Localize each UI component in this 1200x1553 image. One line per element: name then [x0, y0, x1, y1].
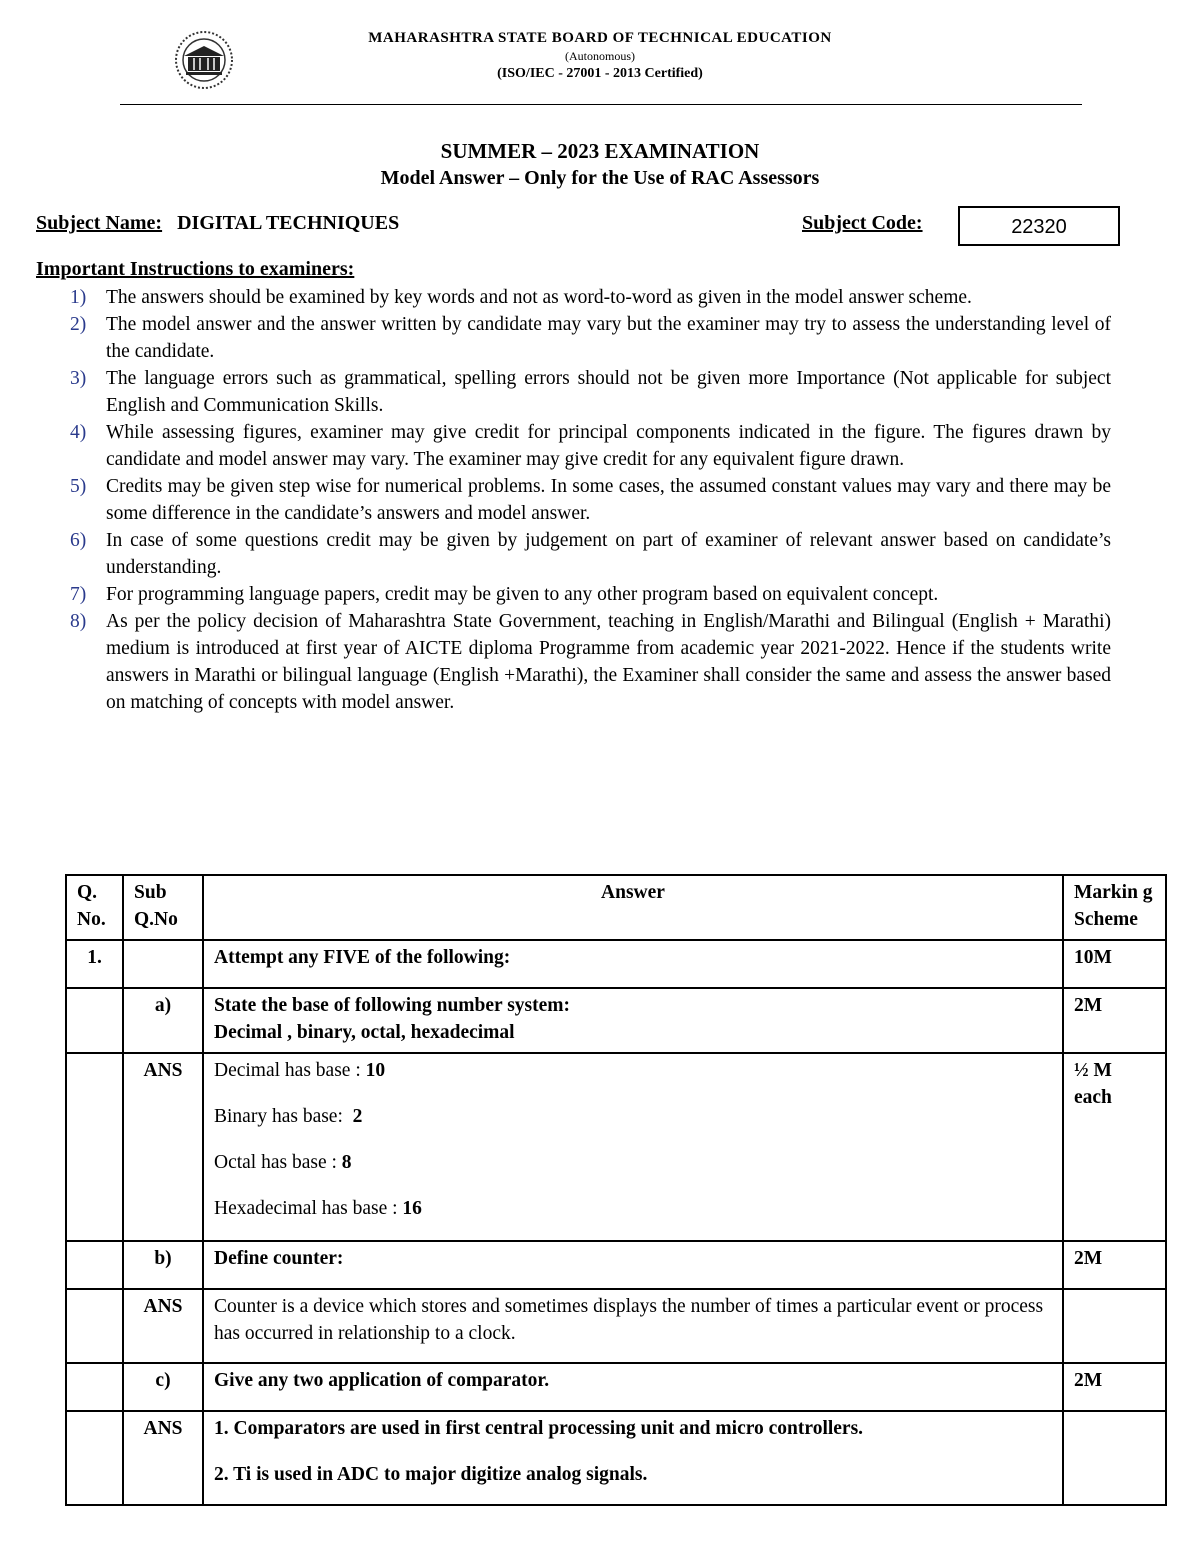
answer-text: Counter is a device which stores and sometimes displays the number of times a particular event or process has occurred in relationship to a clock. — [203, 1289, 1063, 1363]
model-answer-table — [65, 874, 1167, 1506]
subject-name-value: DIGITAL TECHNIQUES — [177, 212, 400, 234]
subject-code-label: Subject Code: — [802, 212, 923, 234]
table-row — [66, 1053, 1166, 1241]
instruction-item: 3) The language errors such as grammatical, spelling errors should not be given more Importance (Not applicable for subject English and Communication Skills. — [70, 368, 1111, 416]
instructions-list — [66, 284, 1111, 716]
marks: 2M — [1063, 1363, 1166, 1411]
header-divider — [120, 104, 1082, 105]
marks: 2M — [1063, 988, 1166, 1053]
sub-question-number: c) — [123, 1363, 203, 1411]
question-number: 1. — [66, 940, 123, 988]
instruction-item: 8) As per the policy decision of Maharashtra State Government, teaching in English/Marathi and Bilingual (English + Marathi) medium is introduced at first year of AICTE diploma Programme from academic year 2021-2022. Hence if the students write answers in Marathi or bilingual language (English +Marathi), the Examiner shall consider the same and assess the answer based on matching of concepts with model answer. — [70, 611, 1111, 713]
answer-text: Decimal has base : 10 Binary has base: 2 Octal has base : 8 Hexadecimal has base : 16 — [203, 1053, 1063, 1241]
certification-label: (ISO/IEC - 27001 - 2013 Certified) — [497, 66, 703, 81]
exam-subtitle: Model Answer – Only for the Use of RAC Assessors — [380, 167, 820, 189]
instruction-item: 6) In case of some questions credit may be given by judgement on part of examiner of relevant answer based on candidate’s understanding. — [70, 530, 1111, 578]
table-header-row — [66, 875, 1166, 940]
header-qno: Q. No. — [66, 875, 123, 940]
answer-text: 1. Comparators are used in first central processing unit and micro controllers. 2. Ti is used in ADC to major digitize analog signals. — [203, 1411, 1063, 1505]
header-marking: Markin g Scheme — [1063, 875, 1166, 940]
autonomous-label: (Autonomous) — [565, 49, 635, 63]
sub-question-number: b) — [123, 1241, 203, 1289]
answer-label: ANS — [123, 1053, 203, 1241]
table-row — [66, 1289, 1166, 1363]
exam-title-block — [0, 138, 1200, 192]
sub-question-text: Give any two application of comparator. — [203, 1363, 1063, 1411]
instruction-item: 5) Credits may be given step wise for numerical problems. In some cases, the assumed constant values may vary and there may be some difference in the candidate’s answers and model answer. — [70, 476, 1111, 524]
header-subq: Sub Q.No — [123, 875, 203, 940]
instruction-item: 1) The answers should be examined by key words and not as word-to-word as given in the model answer scheme. — [70, 287, 972, 308]
sub-question-number: a) — [123, 988, 203, 1053]
instruction-item: 4) While assessing figures, examiner may give credit for principal components indicated in the figure. The figures drawn by candidate and model answer may vary. The examiner may give credit for any equivalent figure drawn. — [70, 422, 1111, 470]
board-name: MAHARASHTRA STATE BOARD OF TECHNICAL EDUCATION — [368, 30, 832, 46]
instruction-item: 7) For programming language papers, credit may be given to any other program based on equivalent concept. — [70, 584, 939, 605]
answer-label: ANS — [123, 1411, 203, 1505]
question-text: Attempt any FIVE of the following: — [203, 940, 1063, 988]
subject-code-box: 22320 — [958, 206, 1120, 246]
table-row — [66, 988, 1166, 1053]
answer-label: ANS — [123, 1289, 203, 1363]
header-answer: Answer — [203, 875, 1063, 940]
marks: ½ M each — [1063, 1053, 1166, 1241]
instruction-item: 2) The model answer and the answer written by candidate may vary but the examiner may try to assess the understanding level of the candidate. — [70, 314, 1111, 362]
instructions-heading: Important Instructions to examiners: — [36, 258, 355, 280]
sub-question-text: Define counter: — [203, 1241, 1063, 1289]
marks: 2M — [1063, 1241, 1166, 1289]
sub-question-text: State the base of following number system: Decimal , binary, octal, hexadecimal — [203, 988, 1063, 1053]
table-row — [66, 1363, 1166, 1411]
subject-name-label: Subject Name: — [36, 212, 163, 234]
exam-title: SUMMER – 2023 EXAMINATION — [440, 139, 760, 163]
table-row — [66, 1411, 1166, 1505]
table-row — [66, 940, 1166, 988]
marks: 10M — [1063, 940, 1166, 988]
table-row — [66, 1241, 1166, 1289]
subject-name-line — [36, 212, 399, 235]
document-header — [0, 28, 1200, 84]
